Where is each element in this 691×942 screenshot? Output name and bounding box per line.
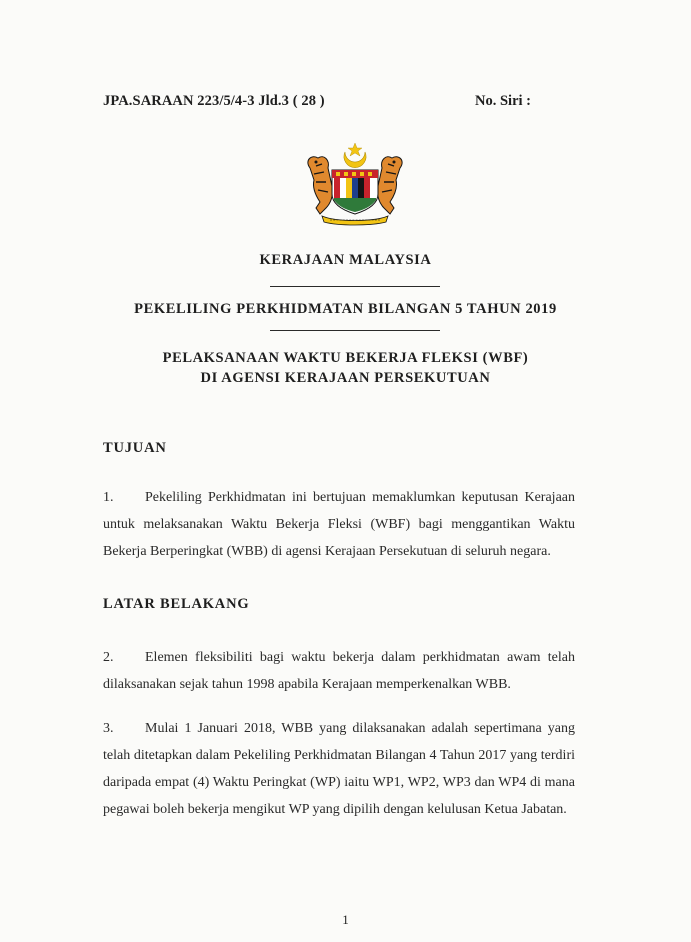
paragraph-2 [103,644,575,698]
government-title: KERAJAAN MALAYSIA [259,252,432,268]
malaysia-coat-of-arms-icon [296,142,414,226]
paragraph-text: Mulai 1 Januari 2018, WBB yang dilaksanakan adalah sepertimana yang telah ditetapkan dalam Pekeliling Perkhidmatan Bilangan 4 Tahun 2017 yang terdiri daripada empat (4) Waktu Peringkat (WP) iaitu WP1, WP2, WP3 dan WP4 di mana pegawai boleh bekerja mengikut WP yang dipilih dengan kelulusan Ketua Jabatan. [103,721,575,817]
serial-number-label: No. Siri : [475,93,531,109]
paragraph-1 [103,484,575,565]
section-heading-purpose: TUJUAN [103,440,167,456]
page-number: 1 [342,912,349,927]
subject-line-2: DI AGENSI KERAJAAN PERSEKUTUAN [200,370,491,386]
section-heading-background: LATAR BELAKANG [103,596,250,612]
divider-line [270,286,440,287]
paragraph-number: 2. [103,650,114,665]
paragraph-text: Pekeliling Perkhidmatan ini bertujuan memaklumkan keputusan Kerajaan untuk melaksanakan Waktu Bekerja Fleksi (WBF) bagi menggantikan Waktu Bekerja Berperingkat (WBB) di agensi Kerajaan Persekutuan di seluruh negara. [103,490,575,559]
divider-line [270,330,440,331]
reference-number: JPA.SARAAN 223/5/4-3 Jld.3 ( 28 ) [103,93,325,109]
circular-title: PEKELILING PERKHIDMATAN BILANGAN 5 TAHUN 2019 [134,301,557,317]
paragraph-3 [103,715,575,823]
paragraph-number: 1. [103,490,114,505]
paragraph-number: 3. [103,721,114,736]
subject-line-1: PELAKSANAAN WAKTU BEKERJA FLEKSI (WBF) [162,350,529,366]
paragraph-text: Elemen fleksibiliti bagi waktu bekerja dalam perkhidmatan awam telah dilaksanakan sejak tahun 1998 apabila Kerajaan memperkenalkan WBB. [103,650,575,692]
